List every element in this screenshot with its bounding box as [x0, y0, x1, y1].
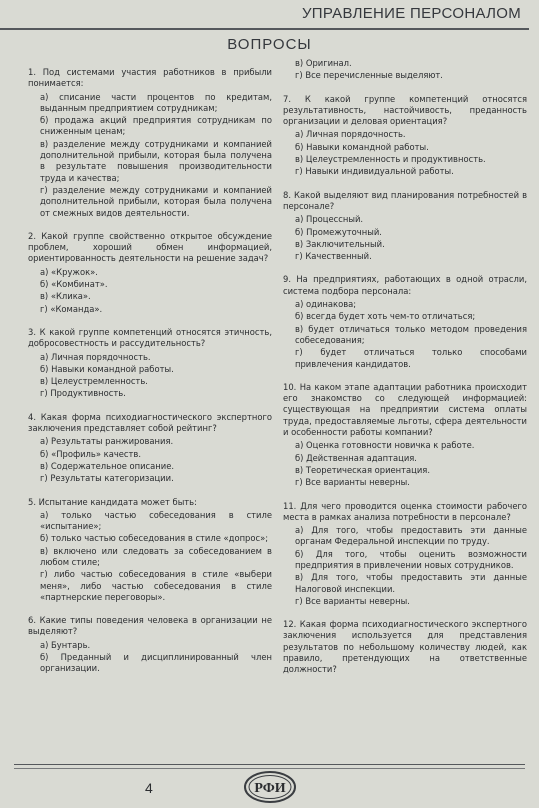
answer-option: б) Навыки командной работы. — [40, 363, 174, 374]
answer-option: г) Все варианты неверны. — [295, 595, 410, 606]
answer-option: б) всегда будет хоть чем-то отличаться; — [295, 311, 476, 322]
question-block — [283, 274, 527, 369]
answer-option: г) разделение между сотрудниками и компанией дополнительной прибыли, которая была получена от смежных видов деятельности. — [40, 184, 272, 218]
right-column — [283, 58, 527, 688]
answer-option: в) «Клика». — [40, 291, 91, 302]
question-block — [283, 190, 527, 263]
answer-option: б) только частью собеседования в стиле «допрос»; — [40, 533, 269, 544]
answer-option: б) продажа акций предприятия сотрудникам по сниженным ценам; — [40, 115, 272, 137]
answer-option: в) Теоретическая ориентация. — [295, 464, 431, 475]
answer-option: б) Действенная адаптация. — [295, 452, 417, 463]
answer-option: г) будет отличаться только способами привлечения кандидатов. — [295, 347, 527, 369]
page-title: ВОПРОСЫ — [227, 36, 312, 53]
question-block — [283, 501, 527, 608]
answer-option: б) «Комбинат». — [40, 279, 108, 290]
answer-option: б) Промежуточный. — [295, 226, 382, 237]
header-rule — [0, 28, 529, 30]
question-text: 12. Какая форма психодиагностического экспертного заключения используется для представления результатов по небольшому количеству людей, как правило, претендующих на ответственные должности? — [283, 619, 527, 675]
answer-option: г) Все варианты неверны. — [295, 477, 410, 488]
answer-option: г) Навыки индивидуальной работы. — [295, 166, 454, 177]
answer-option: в) Целеустремленность и продуктивность. — [295, 154, 486, 165]
question-text: 9. На предприятиях, работающих в одной отрасли, система подбора персонала: — [283, 274, 527, 296]
answer-option: а) списание части процентов по кредитам, выданным предприятием сотрудникам; — [40, 91, 272, 113]
answer-option: г) Все перечисленные выделяют. — [295, 70, 443, 81]
answer-option: г) либо частью собеседования в стиле «выбери меня», либо частью собеседования в стиле «партнерские переговоры». — [40, 569, 272, 602]
question-block — [283, 58, 527, 82]
answer-option: б) «Профиль» качеств. — [40, 448, 142, 459]
answer-option: г) Результаты категоризации. — [40, 473, 174, 484]
answer-option: б) Для того, чтобы оценить возможности предприятия в привлечении новых сотрудников. — [295, 548, 527, 570]
answer-option: в) включено или следовать за собеседованием в любом стиле; — [40, 545, 272, 567]
answer-option: а) Процессный. — [295, 214, 364, 225]
question-text: 11. Для чего проводится оценка стоимости рабочего места в рамках анализа потребности в персонале? — [283, 500, 527, 522]
question-text: 8. Какой выделяют вид планирования потребностей в персонале? — [283, 189, 527, 211]
left-column — [28, 67, 272, 687]
answer-option: а) Бунтарь. — [40, 639, 91, 650]
question-block — [28, 497, 272, 604]
answer-option: в) будет отличаться только методом проведения собеседования; — [295, 323, 527, 345]
question-text: 3. К какой группе компетенций относятся этичность, добросовестность и рассудительность? — [28, 326, 272, 349]
question-block — [28, 231, 272, 315]
question-block — [283, 382, 527, 489]
answer-option: в) Для того, чтобы предоставить эти данные Налоговой инспекции. — [295, 572, 527, 594]
logo-text: РФИ — [254, 781, 286, 796]
answer-option: а) Оценка готовности новичка к работе. — [295, 440, 475, 451]
question-text: 7. К какой группе компетенций относятся результативность, настойчивость, преданность организации и деловая ориентация? — [283, 93, 527, 127]
question-block — [28, 327, 272, 400]
answer-option: а) Личная порядочность. — [295, 129, 406, 140]
question-block — [283, 94, 527, 178]
answer-option: г) «Команда». — [40, 303, 103, 314]
answer-option: б) Преданный и дисциплинированный член организации. — [40, 652, 272, 674]
question-block — [28, 615, 272, 674]
page-number: 4 — [145, 780, 153, 796]
answer-option: а) Личная порядочность. — [40, 351, 151, 362]
question-text: 1. Под системами участия работников в прибыли понимается: — [28, 67, 272, 89]
question-block — [28, 412, 272, 485]
answer-option: в) разделение между сотрудниками и компанией дополнительной прибыли, которая была получена в результате повышения производительности труда и качества; — [40, 138, 272, 183]
answer-option: а) одинакова; — [295, 299, 357, 310]
answer-option: в) Оригинал. — [295, 58, 352, 68]
page-footer — [0, 760, 539, 808]
journal-title: УПРАВЛЕНИЕ ПЕРСОНАЛОМ — [301, 5, 521, 22]
footer-rule-thin — [14, 768, 525, 769]
answer-option: б) Навыки командной работы. — [295, 141, 429, 152]
answer-option: в) Заключительный. — [295, 238, 385, 249]
question-text: 2. Какой группе свойственно открытое обсуждение проблем, хороший обмен информацией, ориентированность деятельности на решение задач? — [28, 230, 272, 264]
answer-option: г) Качественный. — [295, 251, 372, 262]
answer-option: г) Продуктивность. — [40, 388, 126, 399]
answer-option: а) только частью собеседования в стиле «испытание»; — [40, 509, 272, 532]
running-header — [0, 0, 539, 30]
question-text: 4. Какая форма психодиагностического экспертного заключения представляет собой рейтинг? — [28, 411, 272, 434]
answer-option: а) Для того, чтобы предоставить эти данные органам Федеральной инспекции по труду. — [295, 525, 527, 547]
question-text: 6. Какие типы поведения человека в организации не выделяют? — [28, 615, 272, 637]
answer-option: в) Целеустремленность. — [40, 376, 148, 387]
answer-option: а) Результаты ранжирования. — [40, 436, 174, 447]
question-text: 5. Испытание кандидата может быть: — [28, 496, 197, 507]
publisher-logo-icon — [243, 770, 297, 804]
question-text: 10. На каком этапе адаптации работника происходит его знакомство со следующей информацией: существующая на предприятии система оплаты труда, предоставляемые льготы, сфера деятельности и особенности работы компании? — [283, 381, 527, 438]
question-block — [28, 67, 272, 219]
answer-option: а) «Кружок». — [40, 266, 98, 277]
question-block — [283, 619, 527, 675]
footer-rule — [14, 764, 525, 765]
answer-option: в) Содержательное описание. — [40, 460, 175, 471]
